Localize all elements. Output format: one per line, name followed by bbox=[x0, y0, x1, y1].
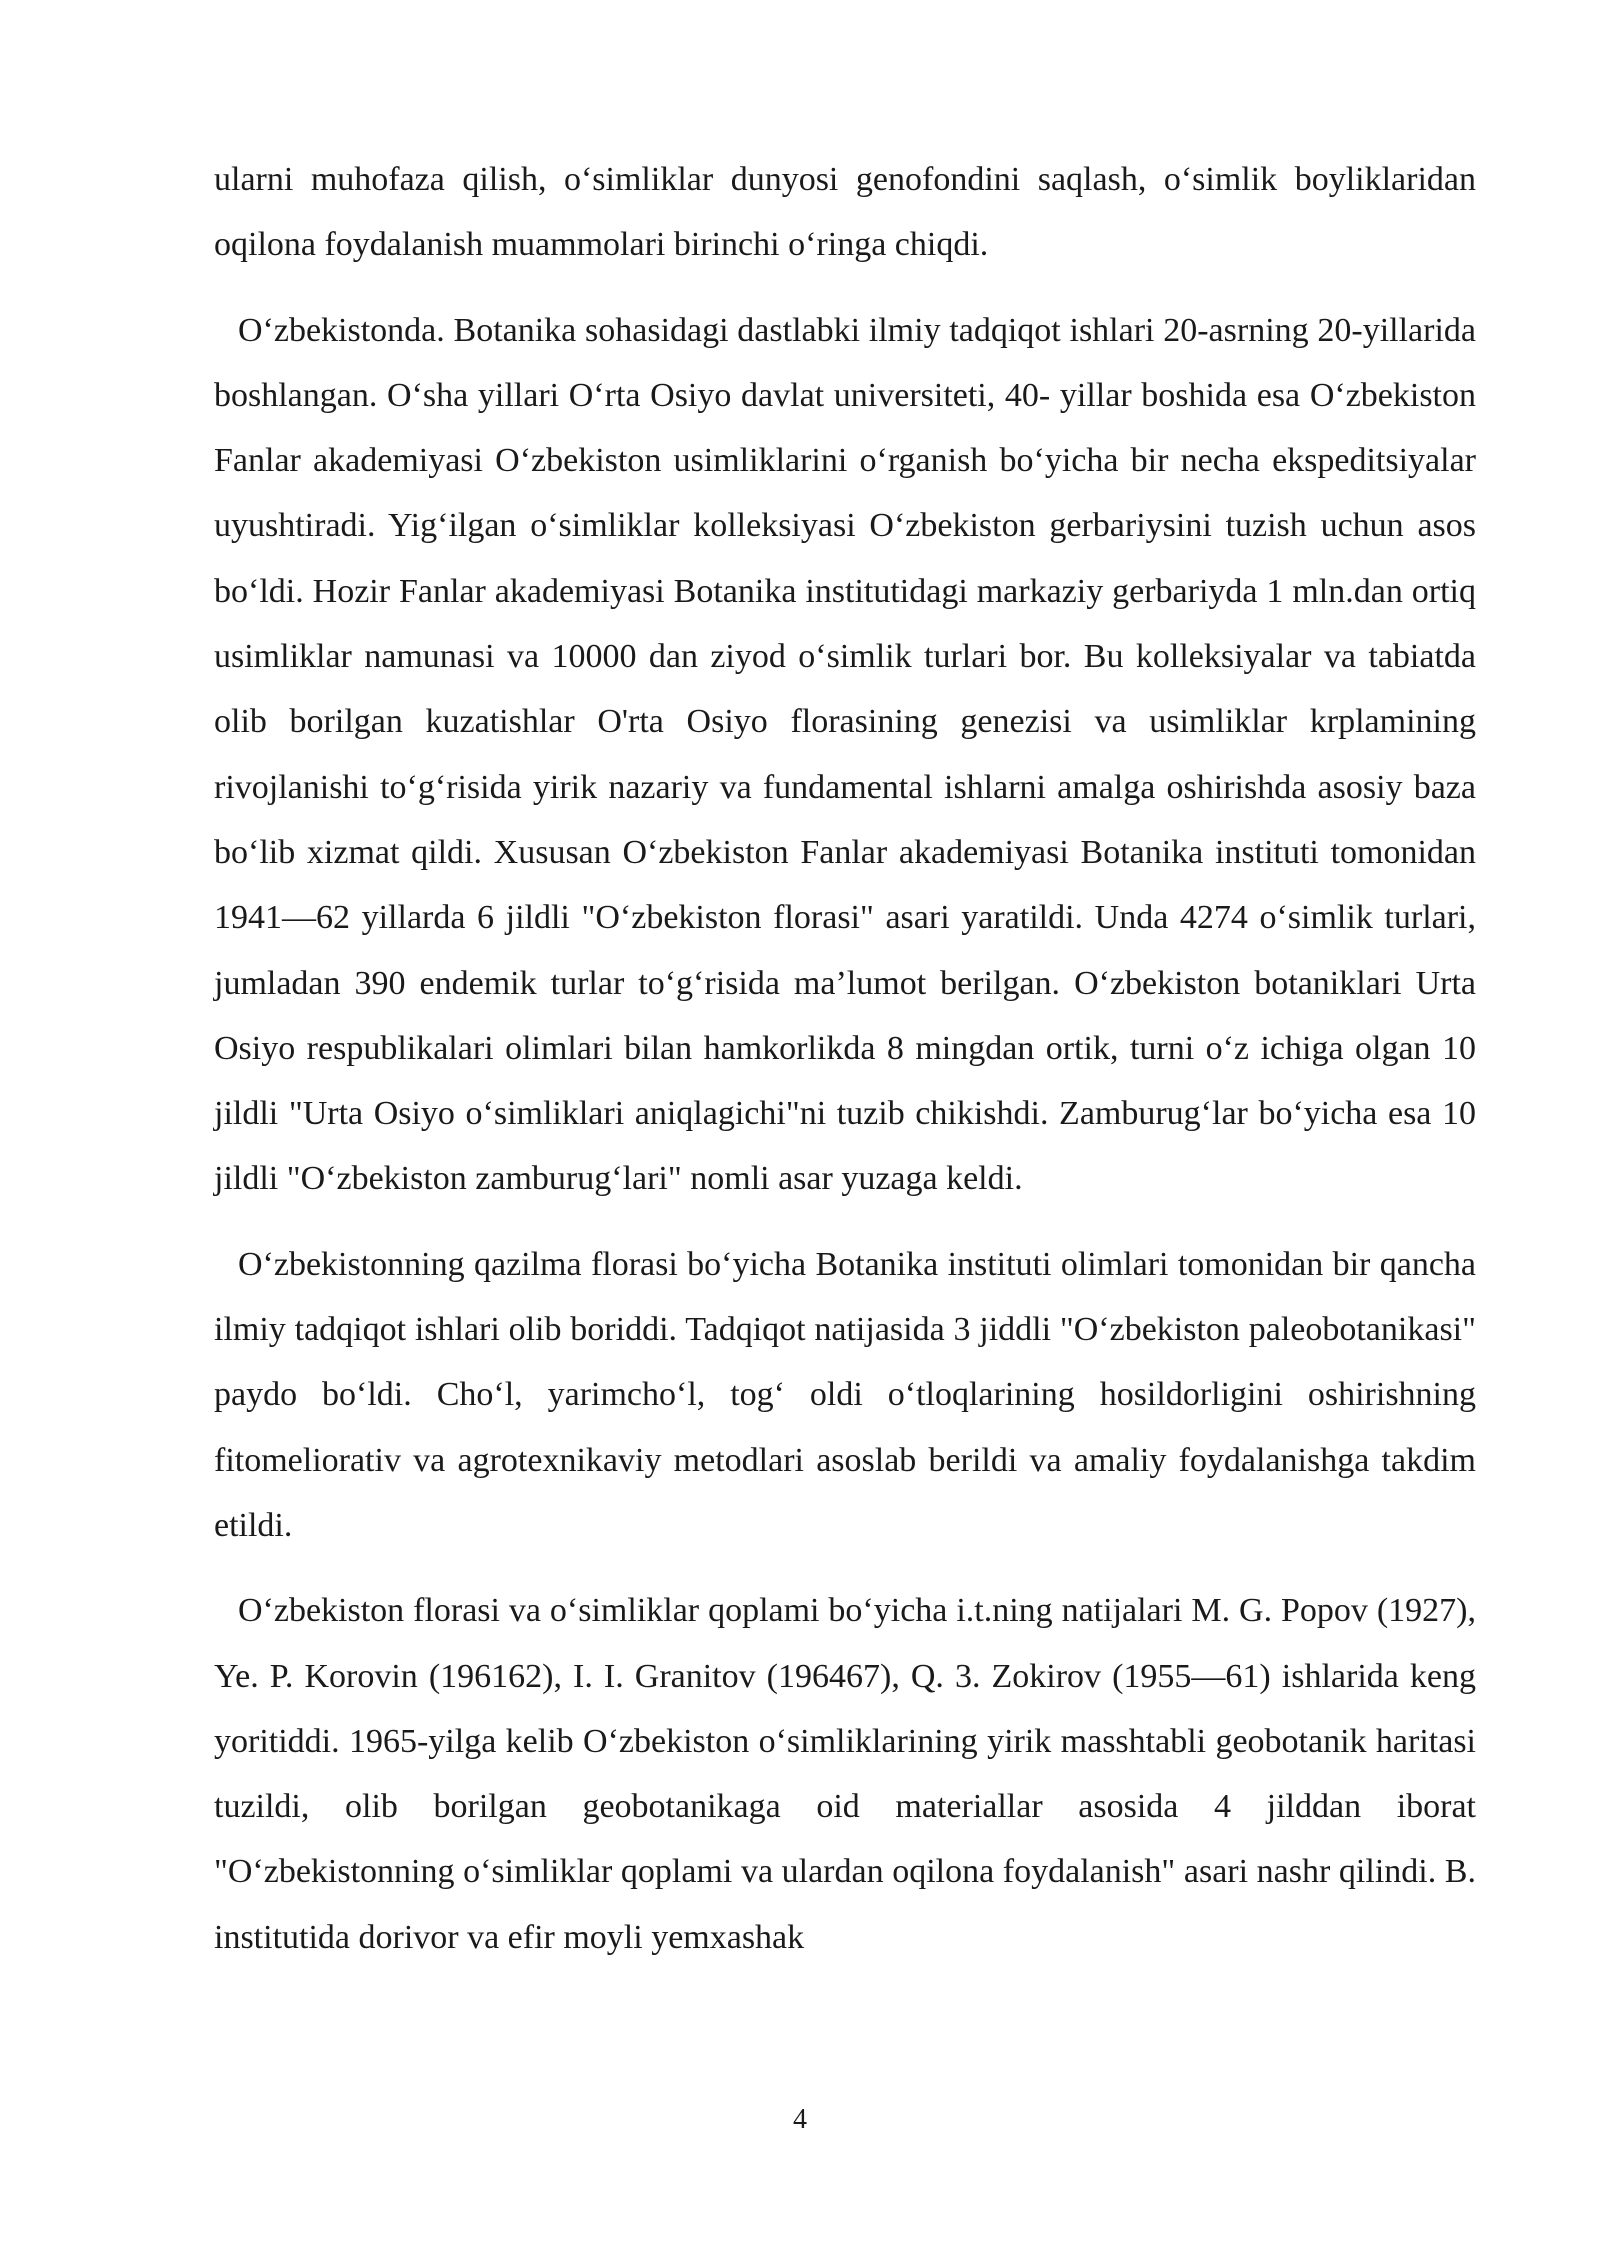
page-number: 4 bbox=[793, 2104, 807, 2135]
paragraph-2: Oʻzbekistonda. Botanika sohasidagi dastlabki ilmiy tadqiqot ishlari 20-asrning 20-yillarida boshlangan. Oʻsha yillari Oʻrta Osiyo davlat universiteti, 40- yillar boshida esa Oʻzbekiston Fanlar akademiyasi Oʻzbekiston usimliklarini oʻrganish boʻyicha bir necha ekspeditsiyalar uyushtiradi. Yigʻilgan oʻsimliklar kolleksiyasi Oʻzbekiston gerbariysini tuzish uchun asos boʻldi. Hozir Fanlar akademiyasi Botanika institutidagi markaziy gerbariyda 1 mln.dan ortiq usimliklar namunasi va 10000 dan ziyod oʻsimlik turlari bor. Bu kolleksiyalar va tabiatda olib borilgan kuzatishlar O'rta Osiyo florasining genezisi va usimliklar krplamining rivojlanishi toʻgʻrisida yirik nazariy va fundamental ishlarni amalga oshirishda asosiy baza boʻlib xizmat qildi. Xususan Oʻzbekiston Fanlar akademiyasi Botanika instituti tomonidan 1941—62 yillarda 6 jildli "Oʻzbekiston florasi" asari yaratildi. Unda 4274 oʻsimlik turlari, jumladan 390 endemik turlar toʻgʻrisida ma’lumot berilgan. Oʻzbekiston botaniklari Urta Osiyo respublikalari olimlari bilan hamkorlikda 8 mingdan ortik, turni oʻz ichiga olgan 10 jildli "Urta Osiyo oʻsimliklari aniqlagichi"ni tuzib chikishdi. Zamburugʻlar boʻyicha esa 10 jildli "Oʻzbekiston zamburugʻlari" nomli asar yuzaga keldi. bbox=[214, 311, 1476, 1198]
body-text bbox=[214, 147, 1476, 1970]
paragraph-1: ularni muhofaza qilish, oʻsimliklar dunyosi genofondini saqlash, oʻsimlik boyliklaridan oqilona foydalanish muammolari birinchi oʻringa chiqdi. bbox=[214, 161, 1476, 264]
paragraph-3: Oʻzbekistonning qazilma florasi boʻyicha Botanika instituti olimlari tomonidan bir qancha ilmiy tadqiqot ishlari olib boriddi. Tadqiqot natijasida 3 jiddli "Oʻzbekiston paleobotanikasi" paydo boʻldi. Choʻl, yarimchoʻl, togʻ oldi oʻtloqlarining hosildorligini oshirishning fitomeliorativ va agrotexnikaviy metodlari asoslab berildi va amaliy foydalanishga takdim etildi. bbox=[214, 1245, 1476, 1544]
paragraph-4: Oʻzbekiston florasi va oʻsimliklar qoplami boʻyicha i.t.ning natijalari M. G. Popov (1927), Ye. P. Korovin (196162), I. I. Granitov (196467), Q. 3. Zokirov (1955—61) ishlarida keng yoritiddi. 1965-yilga kelib Oʻzbekiston oʻsimliklarining yirik masshtabli geobotanik haritasi tuzildi, olib borilgan geobotanikaga oid materiallar asosida 4 jilddan iborat "Oʻzbekistonning oʻsimliklar qoplami va ulardan oqilona foydalanish" asari nashr qilindi. B. institutida dorivor va efir moyli yemxashak bbox=[214, 1592, 1476, 1956]
